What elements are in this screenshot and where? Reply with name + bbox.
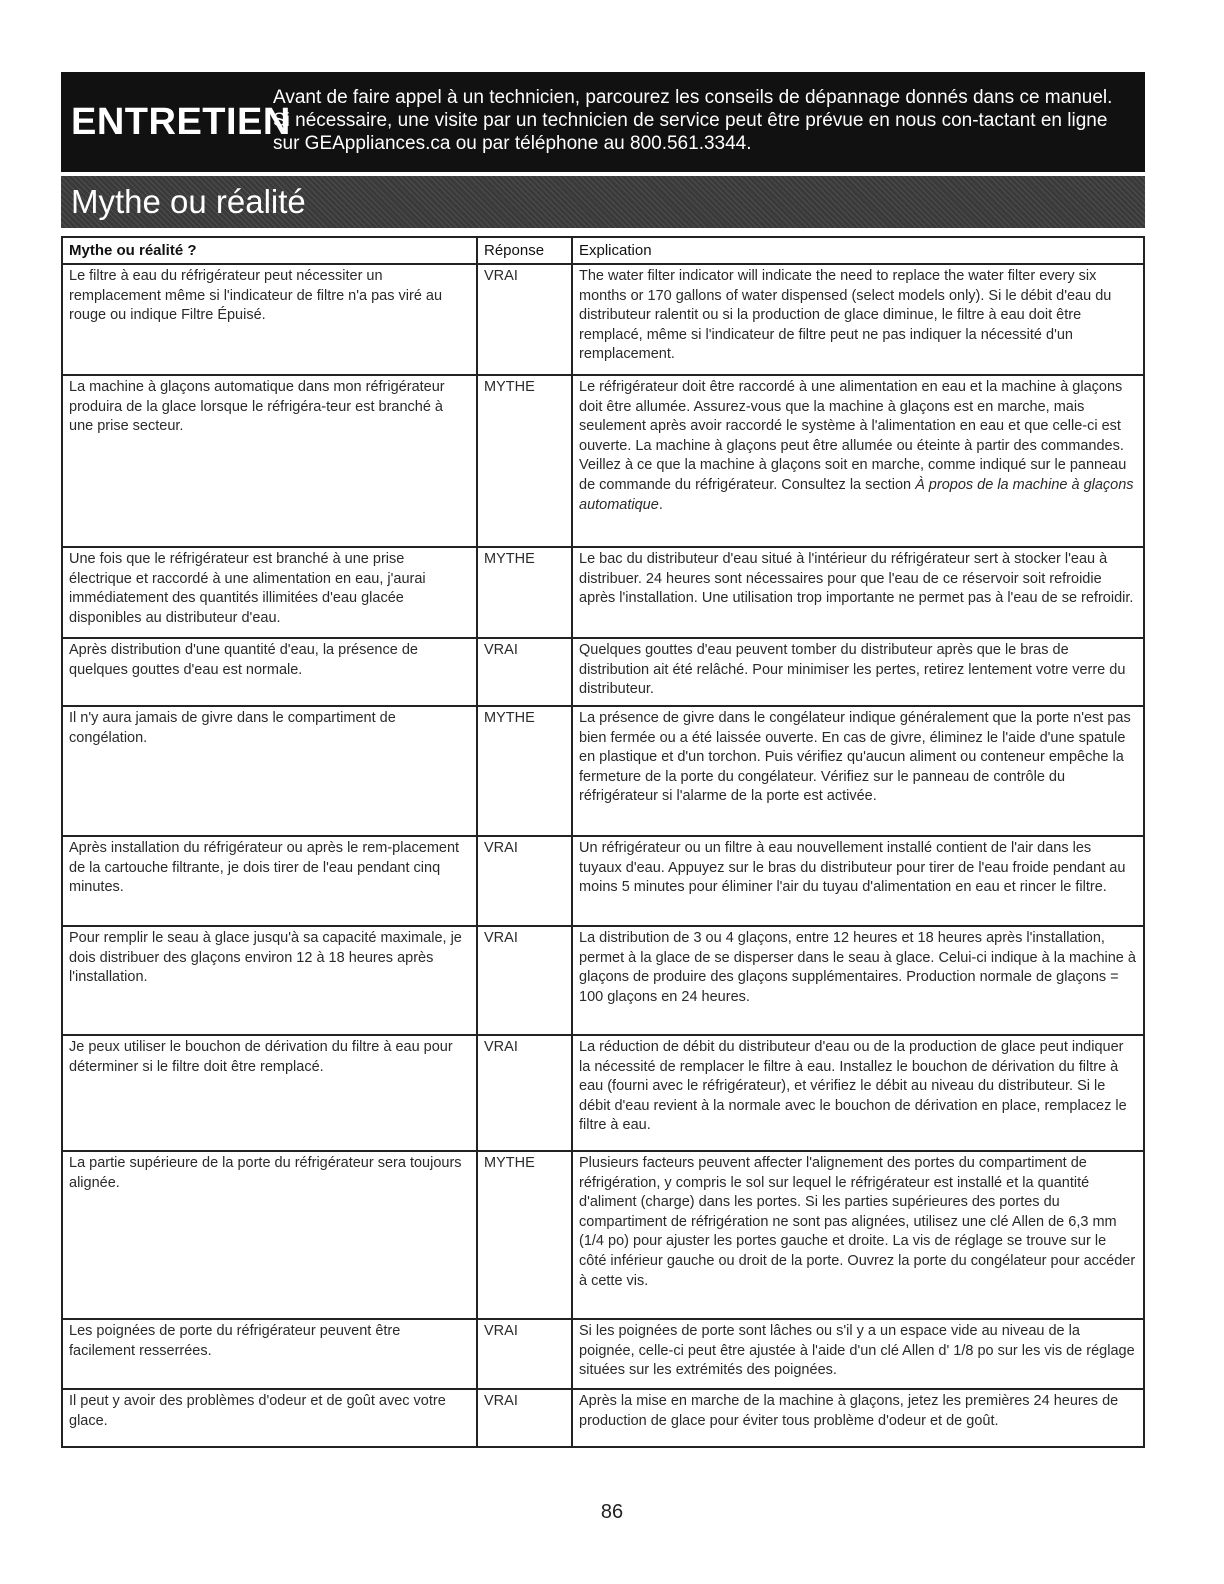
header-myth: Mythe ou réalité ?	[63, 238, 478, 263]
answer-cell: MYTHE	[478, 707, 573, 835]
banner-notice: Avant de faire appel à un technicien, parcourez les conseils de dépannage donnés dans ce manuel. Si nécessaire, une visite par un technicien de service peut être prévue en nous con-tactant en ligne sur GEAppliances.ca ou par téléphone au 800.561.3344.	[273, 87, 1113, 154]
answer-cell: VRAI	[478, 837, 573, 925]
table-row	[63, 639, 1143, 707]
myth-fact-table	[61, 236, 1145, 1448]
explanation-cell: Si les poignées de porte sont lâches ou s'il y a un espace vide au niveau de la poignée, celle-ci peut être ajustée à l'aide d'un clé Allen d' 1/8 po sur les vis de réglage situées sur les extrémités des poignées.	[579, 1323, 1135, 1379]
myth-cell: Les poignées de porte du réfrigérateur peuvent être facilement resserrées.	[63, 1320, 478, 1388]
section-header	[61, 176, 1145, 228]
answer-cell: VRAI	[478, 927, 573, 1034]
explanation-cell	[573, 376, 1143, 546]
answer-cell: VRAI	[478, 639, 573, 705]
answer-cell: VRAI	[478, 1390, 573, 1446]
explanation-cell: Quelques gouttes d'eau peuvent tomber du distributeur après que le bras de distribution ait été relâché. Pour minimiser les pertes, retirez lentement votre verre du distributeur.	[579, 642, 1126, 698]
myth-cell: Le filtre à eau du réfrigérateur peut nécessiter un remplacement même si l'indicateur de filtre n'a pas viré au rouge ou indique Filtre Épuisé.	[63, 265, 478, 374]
table-row	[63, 265, 1143, 376]
banner-title: ENTRETIEN	[71, 101, 291, 143]
answer-cell: VRAI	[478, 1036, 573, 1150]
table-header-row	[63, 238, 1143, 265]
explanation-end: .	[658, 496, 663, 513]
header-explanation: Explication	[579, 242, 652, 259]
explanation-text: Le réfrigérateur doit être raccordé à une alimentation en eau et la machine à glaçons doit être allumée. Assurez-vous que la machine à glaçons est en marche, mais seulement après avoir raccordé le système à l'alimentation en eau et que celle-ci est ouverte. La machine à glaçons peut être allumée ou éteinte à partir des commandes. Veillez à ce que la machine à glaçons soit en marche, comme indiqué sur le panneau de commande du réfrigérateur. Consultez la section	[579, 379, 1127, 493]
explanation-cell: La réduction de débit du distributeur d'eau ou de la production de glace peut indiquer la nécessité de remplacer le filtre à eau. Installez le bouchon de dérivation du filtre à eau (fourni avec le réfrigérateur), et vérifiez le débit au niveau du distributeur. Si le débit d'eau revient à la normale avec le bouchon de dérivation en place, remplacez le filtre à eau.	[579, 1039, 1127, 1134]
section-reference: À propos de la machine à glaçons automatique	[579, 476, 1134, 513]
table-row	[63, 707, 1143, 837]
table-row	[63, 1320, 1143, 1390]
table-row	[63, 927, 1143, 1036]
table-row	[63, 376, 1143, 548]
header-answer: Réponse	[478, 238, 573, 263]
explanation-cell: The water filter indicator will indicate the need to replace the water filter every six months or 170 gallons of water dispensed (select models only). Si le débit d'eau du distributeur ralentit ou si la production de glace diminue, le filtre à eau doit être remplacé, même si l'indicateur de filtre peut ne pas indiquer la nécessité d'un remplacement.	[579, 268, 1112, 363]
myth-cell: Il n'y aura jamais de givre dans le compartiment de congélation.	[63, 707, 478, 835]
explanation-cell: Plusieurs facteurs peuvent affecter l'alignement des portes du compartiment de réfrigération, y compris le sol sur lequel le réfrigérateur est installé et la quantité d'aliment (charge) dans les portes. Si les parties supérieures des portes du compartiment de réfrigération ne sont pas alignées, utilisez une clé Allen de 6,3 mm (1/4 po) pour ajuster les portes gauche et droite. La vis de réglage se trouve sur le côté inférieur gauche ou droit de la porte. Ouvrez la porte du congélateur pour accéder à cette vis.	[579, 1155, 1136, 1289]
answer-cell: MYTHE	[478, 376, 573, 546]
myth-cell: La partie supérieure de la porte du réfrigérateur sera toujours alignée.	[63, 1152, 478, 1318]
myth-cell: Pour remplir le seau à glace jusqu'à sa capacité maximale, je dois distribuer des glaçons environ 12 à 18 heures après l'installation.	[63, 927, 478, 1034]
explanation-cell: La distribution de 3 ou 4 glaçons, entre 12 heures et 18 heures après l'installation, permet à la glace de se disperser dans le seau à glace. Celui-ci indique à la machine à glaçons de produire des glaçons supplémentaires. Production normale de glaçons = 100 glaçons en 24 heures.	[579, 930, 1136, 1005]
table-row	[63, 1390, 1143, 1446]
myth-cell: Après installation du réfrigérateur ou après le rem-placement de la cartouche filtrante, je dois tirer de l'eau pendant cinq minutes.	[63, 837, 478, 925]
table-row	[63, 548, 1143, 639]
answer-cell: MYTHE	[478, 1152, 573, 1318]
myth-cell: Je peux utiliser le bouchon de dérivation du filtre à eau pour déterminer si le filtre doit être remplacé.	[63, 1036, 478, 1150]
table-row	[63, 1152, 1143, 1320]
page-number: 86	[600, 1501, 624, 1523]
myth-cell: Une fois que le réfrigérateur est branché à une prise électrique et raccordé à une alimentation en eau, j'aurai immédiatement des quantités illimitées d'eau glacée disponibles au distributeur d'eau.	[63, 548, 478, 637]
myth-cell: Après distribution d'une quantité d'eau, la présence de quelques gouttes d'eau est normale.	[63, 639, 478, 705]
explanation-cell: Après la mise en marche de la machine à glaçons, jetez les premières 24 heures de production de glace pour éviter tous problème d'odeur et de goût.	[579, 1393, 1119, 1429]
explanation-cell: Le bac du distributeur d'eau situé à l'intérieur du réfrigérateur sert à stocker l'eau à distribuer. 24 heures sont nécessaires pour que l'eau de ce réservoir soit refroidie après l'installation. Une utilisation trop importante ne permet pas à l'eau de se refroidir.	[579, 551, 1134, 607]
answer-cell: VRAI	[478, 265, 573, 374]
myth-cell: La machine à glaçons automatique dans mon réfrigérateur produira de la glace lorsque le réfrigéra-teur est branché à une prise secteur.	[63, 376, 478, 546]
table-row	[63, 837, 1143, 927]
answer-cell: VRAI	[478, 1320, 573, 1388]
explanation-cell: La présence de givre dans le congélateur indique généralement que la porte n'est pas bien fermée ou a été laissée ouverte. En cas de givre, éliminez le l'aide d'une spatule en plastique et d'un torchon. Puis vérifiez qu'aucun aliment ou conteneur empêche la fermeture de la porte du congélateur. Vérifiez sur le panneau de contrôle du réfrigérateur si l'alarme de la porte est activée.	[579, 710, 1131, 805]
answer-cell: MYTHE	[478, 548, 573, 637]
explanation-cell: Un réfrigérateur ou un filtre à eau nouvellement installé contient de l'air dans les tuyaux d'eau. Appuyez sur le bras du distributeur pour tirer de l'eau froide pendant au moins 5 minutes pour éliminer l'air du tuyau d'alimentation en eau et rincer le filtre.	[579, 840, 1126, 896]
header-banner	[61, 72, 1145, 172]
section-title: Mythe ou réalité	[71, 183, 306, 220]
myth-cell: Il peut y avoir des problèmes d'odeur et de goût avec votre glace.	[63, 1390, 478, 1446]
table-row	[63, 1036, 1143, 1152]
